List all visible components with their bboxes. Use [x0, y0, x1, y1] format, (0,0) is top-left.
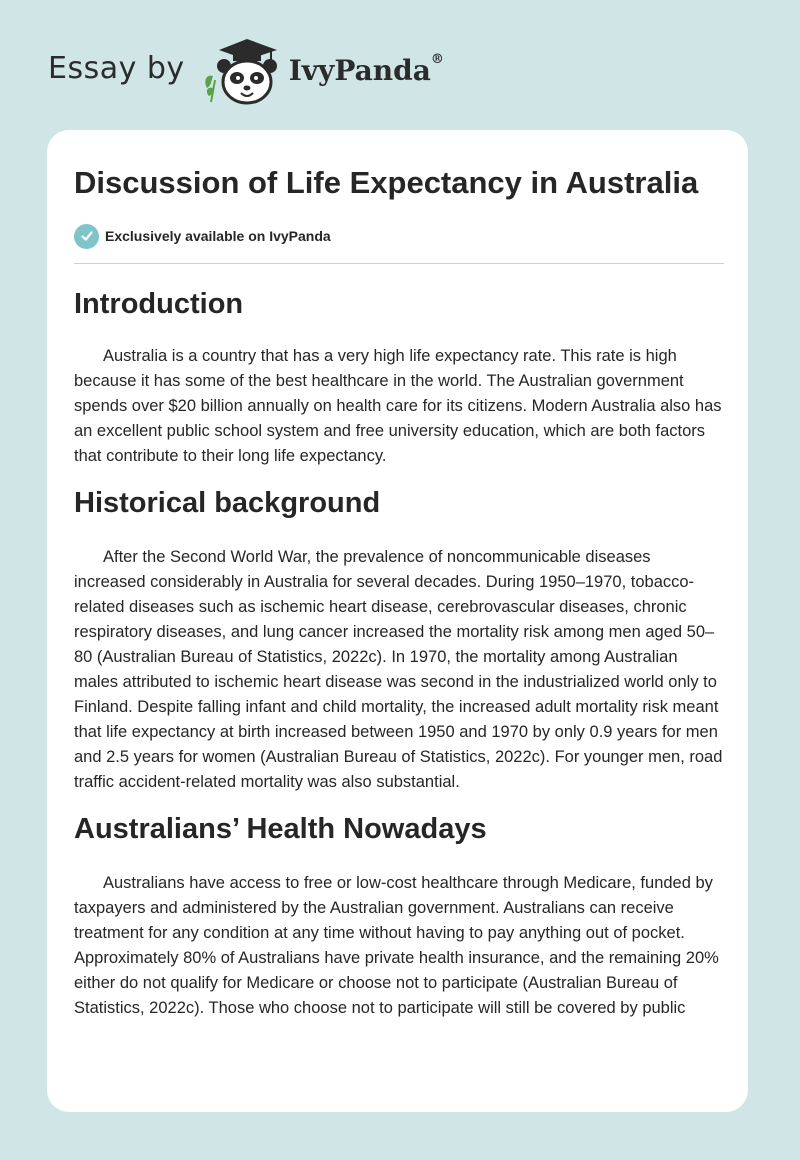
- article-body: [74, 162, 724, 1021]
- section-paragraph-introduction: Australia is a country that has a very high life expectancy rate. This rate is high because it has some of the best healthcare in the world. The Australian government spends over $20 billion annually on health care for its citizens. Modern Australia also has an excellent public school system and free university education, which are both factors that contribute to their long life expectancy.: [74, 347, 722, 465]
- site-header: [48, 36, 444, 108]
- panda-graduate-logo-icon[interactable]: [199, 36, 283, 108]
- section-heading-health-nowadays: Australians’ Health Nowadays: [74, 813, 487, 845]
- registered-mark: ®: [430, 52, 444, 68]
- section-paragraph-historical-background: After the Second World War, the prevalence of noncommunicable diseases increased considerably in Australia for several decades. During 1950–1970, tobacco-related diseases such as ischemic heart disease, cerebrovascular diseases, chronic respiratory diseases, and lung cancer increased the mortality risk among men aged 50–80 (Australian Bureau of Statistics, 2022c). In 1970, the mortality among Australian males attributed to ischemic heart disease was second in the industrialized world only to Finland. Despite falling infant and child mortality, the increased adult mortality risk meant that life expectancy at birth increased between 1950 and 1970 by only 0.9 years for men and 2.5 years for women (Australian Bureau of Statistics, 2022c). For younger men, road traffic accident-related mortality was also substantial.: [74, 548, 723, 791]
- section-paragraph-health-nowadays: Australians have access to free or low-cost healthcare through Medicare, funded by taxpayers and administered by the Australian government. Australians can receive treatment for any condition at any time without having to pay anything out of pocket. Approximately 80% of Australians have private health insurance, and the remaining 20% either do not qualify for Medicare or choose not to participate (Australian Bureau of Statistics, 2022c). Those who choose not to participate will still be covered by public: [74, 874, 719, 1017]
- divider: [74, 263, 724, 264]
- article-card: [47, 130, 748, 1112]
- section-heading-introduction: Introduction: [74, 288, 244, 320]
- article-title: Discussion of Life Expectancy in Australia: [74, 165, 699, 200]
- section-heading-historical-background: Historical background: [74, 487, 381, 519]
- check-circle-icon: [74, 224, 99, 249]
- exclusive-badge: [74, 223, 724, 249]
- brand-name[interactable]: IvyPanda®: [288, 52, 444, 87]
- exclusive-label: Exclusively available on IvyPanda: [105, 228, 331, 244]
- essay-by-label: Essay by: [48, 50, 185, 86]
